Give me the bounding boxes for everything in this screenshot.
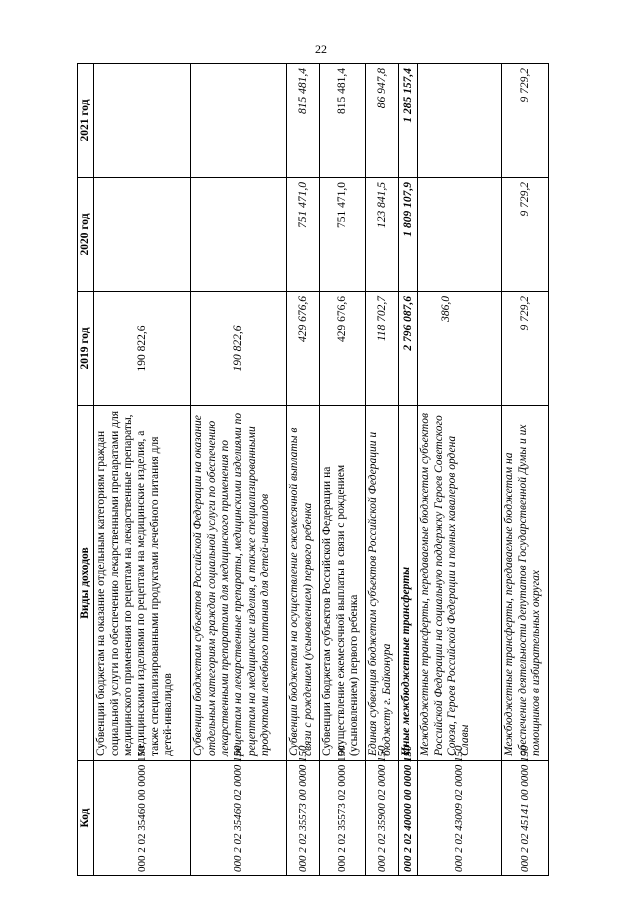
row-value-2019: 118 702,7 bbox=[366, 292, 399, 406]
row-code: 000 2 02 35460 00 0000 150 bbox=[94, 761, 191, 876]
row-value-2020: 1 809 107,9 bbox=[399, 178, 418, 292]
row-name: Иные межбюджетные трансферты bbox=[399, 406, 418, 761]
row-name: Субвенции бюджетам субъектов Российской Федерации на оказание отдельным категориям граждан социальной услуги по обеспечению лекарственными препаратами для медицинского применения по рецептам на лекарственные препараты, медицинскими изделиями по рецептам на медицинские изделия, а также специализированными продуктами лечебного питания для детей-инвалидов bbox=[191, 406, 287, 761]
row-value-2019: 190 822,6 bbox=[94, 292, 191, 406]
table-row bbox=[94, 64, 191, 876]
row-value-2020: 751 471,0 bbox=[320, 178, 366, 292]
revenue-table bbox=[77, 63, 549, 876]
row-value-2021: 9 729,2 bbox=[502, 64, 549, 178]
row-code: 000 2 02 45141 00 0000 150 bbox=[502, 761, 549, 876]
row-name: Субвенции бюджетам на оказание отдельным категориям граждан социальной услуги по обеспечению лекарственными препаратами для медицинского применения по рецептам на лекарственные препараты, медицинскими изделиями по рецептам на медицинские изделия, а также специализированными продуктами лечебного питания для детей-инвалидов bbox=[94, 406, 191, 761]
header-name: Виды доходов bbox=[78, 406, 94, 761]
table-row bbox=[287, 64, 320, 876]
row-value-2019: 9 729,2 bbox=[502, 292, 549, 406]
row-code: 000 2 02 35573 02 0000 150 bbox=[320, 761, 366, 876]
row-value-2019: 190 822,6 bbox=[191, 292, 287, 406]
row-value-2020: 751 471,0 bbox=[287, 178, 320, 292]
row-value-2019: 429 676,6 bbox=[287, 292, 320, 406]
header-code: Код bbox=[78, 761, 94, 876]
row-value-2021: 815 481,4 bbox=[287, 64, 320, 178]
table-row bbox=[502, 64, 549, 876]
row-code: 000 2 02 35460 02 0000 150 bbox=[191, 761, 287, 876]
table-row bbox=[399, 64, 418, 876]
page-number: 22 bbox=[315, 42, 327, 56]
row-name: Единая субвенция бюджетам субъектов Российской Федерации и бюджету г. Байконура bbox=[366, 406, 399, 761]
row-name: Субвенции бюджетам на осуществление ежемесячной выплаты в связи с рождением (усыновлением) первого ребенка bbox=[287, 406, 320, 761]
row-value-2021: 815 481,4 bbox=[320, 64, 366, 178]
row-name: Межбюджетные трансферты, передаваемые бюджетам субъектов Российской Федерации на социальную поддержку Героев Советского Союза, Героев Российской Федерации и полных кавалеров ордена Славы bbox=[418, 406, 502, 761]
header-2020: 2020 год bbox=[78, 178, 94, 292]
header-2019: 2019 год bbox=[78, 292, 94, 406]
row-value-2019: 2 796 087,6 bbox=[399, 292, 418, 406]
row-value-2020: 9 729,2 bbox=[502, 178, 549, 292]
table-row bbox=[366, 64, 399, 876]
rotated-table-wrapper bbox=[77, 64, 542, 876]
row-code: 000 2 02 40000 00 0000 150 bbox=[399, 761, 418, 876]
table-row bbox=[191, 64, 287, 876]
row-value-2020 bbox=[418, 178, 502, 292]
header-2021: 2021 год bbox=[78, 64, 94, 178]
table-row bbox=[418, 64, 502, 876]
row-code: 000 2 02 43009 02 0000 150 bbox=[418, 761, 502, 876]
row-code: 000 2 02 35573 00 0000 150 bbox=[287, 761, 320, 876]
row-value-2019: 386,0 bbox=[418, 292, 502, 406]
row-code: 000 2 02 35900 02 0000 150 bbox=[366, 761, 399, 876]
row-name: Субвенции бюджетам субъектов Российской Федерации на осуществление ежемесячной выплаты в связи с рождением (усыновлением) первого ребенка bbox=[320, 406, 366, 761]
row-value-2020 bbox=[94, 178, 191, 292]
row-value-2020 bbox=[191, 178, 287, 292]
table-row bbox=[320, 64, 366, 876]
row-value-2021: 86 947,8 bbox=[366, 64, 399, 178]
row-value-2020: 123 841,5 bbox=[366, 178, 399, 292]
row-value-2021 bbox=[191, 64, 287, 178]
row-value-2021 bbox=[94, 64, 191, 178]
row-value-2021: 1 285 157,4 bbox=[399, 64, 418, 178]
row-value-2021 bbox=[418, 64, 502, 178]
table-header-row bbox=[78, 64, 94, 876]
row-value-2019: 429 676,6 bbox=[320, 292, 366, 406]
row-name: Межбюджетные трансферты, передаваемые бюджетам на обеспечение деятельности депутатов Государственной Думы и их помощников в избирательных округах bbox=[502, 406, 549, 761]
